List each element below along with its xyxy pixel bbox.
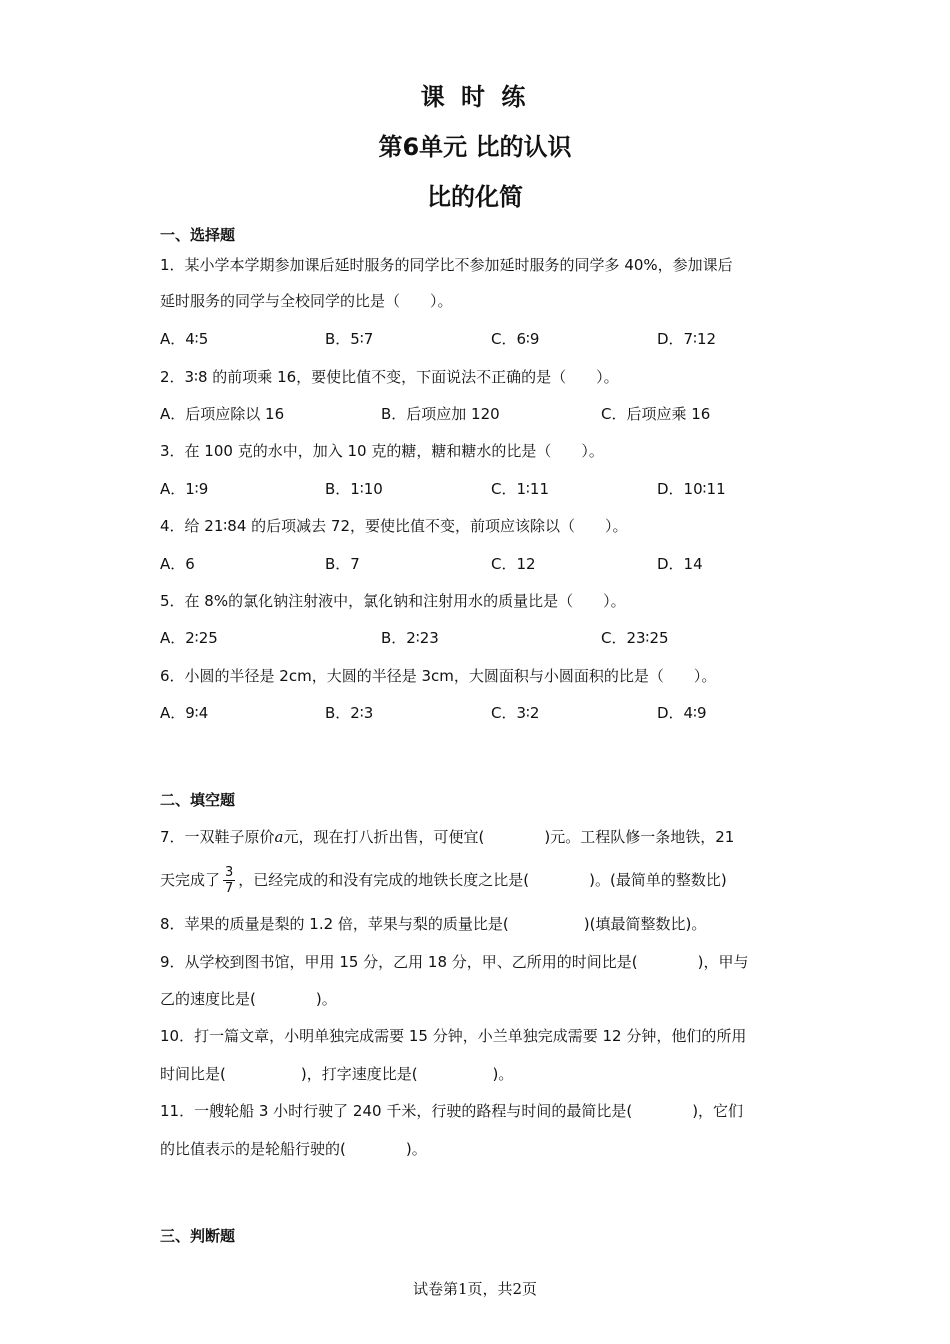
section-heading-judge: 三、判断题 bbox=[160, 1227, 236, 1245]
option-c[interactable]: C．6∶9 bbox=[491, 330, 540, 348]
question-9-line-1: 9．从学校到图书馆，甲用 15 分，乙用 18 分，甲、乙所用的时间比是( )，甲与 bbox=[160, 953, 749, 971]
question-2-options bbox=[160, 403, 800, 425]
option-a[interactable]: A．1∶9 bbox=[160, 480, 209, 498]
option-b[interactable]: B．2∶23 bbox=[381, 629, 439, 647]
question-2-line-1: 2．3∶8 的前项乘 16，要使比值不变，下面说法不正确的是（ ）。 bbox=[160, 368, 619, 386]
question-11-line-1: 11．一艘轮船 3 小时行驶了 240 千米，行驶的路程与时间的最简比是( )，它们 bbox=[160, 1102, 744, 1120]
question-9-line-2: 乙的速度比是( )。 bbox=[160, 990, 337, 1008]
question-6-options bbox=[160, 702, 800, 724]
variable-a: a bbox=[274, 828, 284, 846]
question-1-line-2: 延时服务的同学与全校同学的比是（ ）。 bbox=[160, 292, 453, 310]
fraction bbox=[223, 865, 235, 896]
option-d[interactable]: D．10∶11 bbox=[657, 480, 726, 498]
lesson-title: 比的化简 bbox=[427, 183, 523, 211]
option-d[interactable]: D．14 bbox=[657, 555, 703, 573]
option-d[interactable]: D．7∶12 bbox=[657, 330, 717, 348]
question-7-line-2 bbox=[160, 860, 800, 900]
q7-text-a: 7．一双鞋子原价 bbox=[160, 828, 275, 846]
question-3-line-1: 3．在 100 克的水中，加入 10 克的糖，糖和糖水的比是（ ）。 bbox=[160, 442, 604, 460]
q7-text-c: 天完成了 bbox=[160, 871, 221, 889]
question-1-options bbox=[160, 328, 800, 350]
question-5-options bbox=[160, 627, 800, 649]
question-7-line-1 bbox=[160, 826, 800, 848]
option-a[interactable]: A．2∶25 bbox=[160, 629, 218, 647]
option-c[interactable]: C．12 bbox=[491, 555, 536, 573]
option-b[interactable]: B．1∶10 bbox=[325, 480, 383, 498]
question-10-line-1: 10．打一篇文章，小明单独完成需要 15 分钟，小兰单独完成需要 12 分钟，他们的所用 bbox=[160, 1027, 747, 1045]
option-c[interactable]: C．后项应乘 16 bbox=[601, 405, 711, 423]
unit-title: 第6单元 比的认识 bbox=[378, 133, 572, 161]
option-b[interactable]: B．5∶7 bbox=[325, 330, 374, 348]
section-heading-choice: 一、选择题 bbox=[160, 226, 236, 244]
option-a[interactable]: A．后项应除以 16 bbox=[160, 405, 285, 423]
question-10-line-2: 时间比是( )，打字速度比是( )。 bbox=[160, 1065, 514, 1083]
question-1-line-1: 1．某小学本学期参加课后延时服务的同学比不参加延时服务的同学多 40%，参加课后 bbox=[160, 256, 733, 274]
question-11-line-2: 的比值表示的是轮船行驶的( )。 bbox=[160, 1140, 427, 1158]
option-a[interactable]: A．6 bbox=[160, 555, 195, 573]
option-c[interactable]: C．3∶2 bbox=[491, 704, 540, 722]
option-c[interactable]: C．1∶11 bbox=[491, 480, 550, 498]
option-a[interactable]: A．4∶5 bbox=[160, 330, 209, 348]
question-5-line-1: 5．在 8%的氯化钠注射液中，氯化钠和注射用水的质量比是（ ）。 bbox=[160, 592, 626, 610]
fraction-numerator: 3 bbox=[225, 865, 234, 880]
question-8-line-1: 8．苹果的质量是梨的 1.2 倍，苹果与梨的质量比是( )(填最简整数比)。 bbox=[160, 915, 707, 933]
question-6-line-1: 6．小圆的半径是 2cm，大圆的半径是 3cm，大圆面积与小圆面积的比是（ ）。 bbox=[160, 667, 717, 685]
question-4-options bbox=[160, 553, 800, 575]
q7-text-b: 元，现在打八折出售，可便宜( )元。工程队修一条地铁，21 bbox=[283, 828, 735, 846]
option-b[interactable]: B．后项应加 120 bbox=[381, 405, 500, 423]
doc-title: 课 时 练 bbox=[420, 83, 530, 111]
fraction-denominator: 7 bbox=[225, 881, 234, 896]
option-d[interactable]: D．4∶9 bbox=[657, 704, 707, 722]
question-4-line-1: 4．给 21∶84 的后项减去 72，要使比值不变，前项应该除以（ ）。 bbox=[160, 517, 628, 535]
option-c[interactable]: C．23∶25 bbox=[601, 629, 669, 647]
option-b[interactable]: B．7 bbox=[325, 555, 360, 573]
option-b[interactable]: B．2∶3 bbox=[325, 704, 374, 722]
option-a[interactable]: A．9∶4 bbox=[160, 704, 209, 722]
page-footer: 试卷第1页，共2页 bbox=[412, 1280, 538, 1298]
q7-text-d: ，已经完成的和没有完成的地铁长度之比是( )。(最简单的整数比) bbox=[238, 871, 727, 889]
section-heading-fill: 二、填空题 bbox=[160, 791, 236, 809]
question-3-options bbox=[160, 478, 800, 500]
